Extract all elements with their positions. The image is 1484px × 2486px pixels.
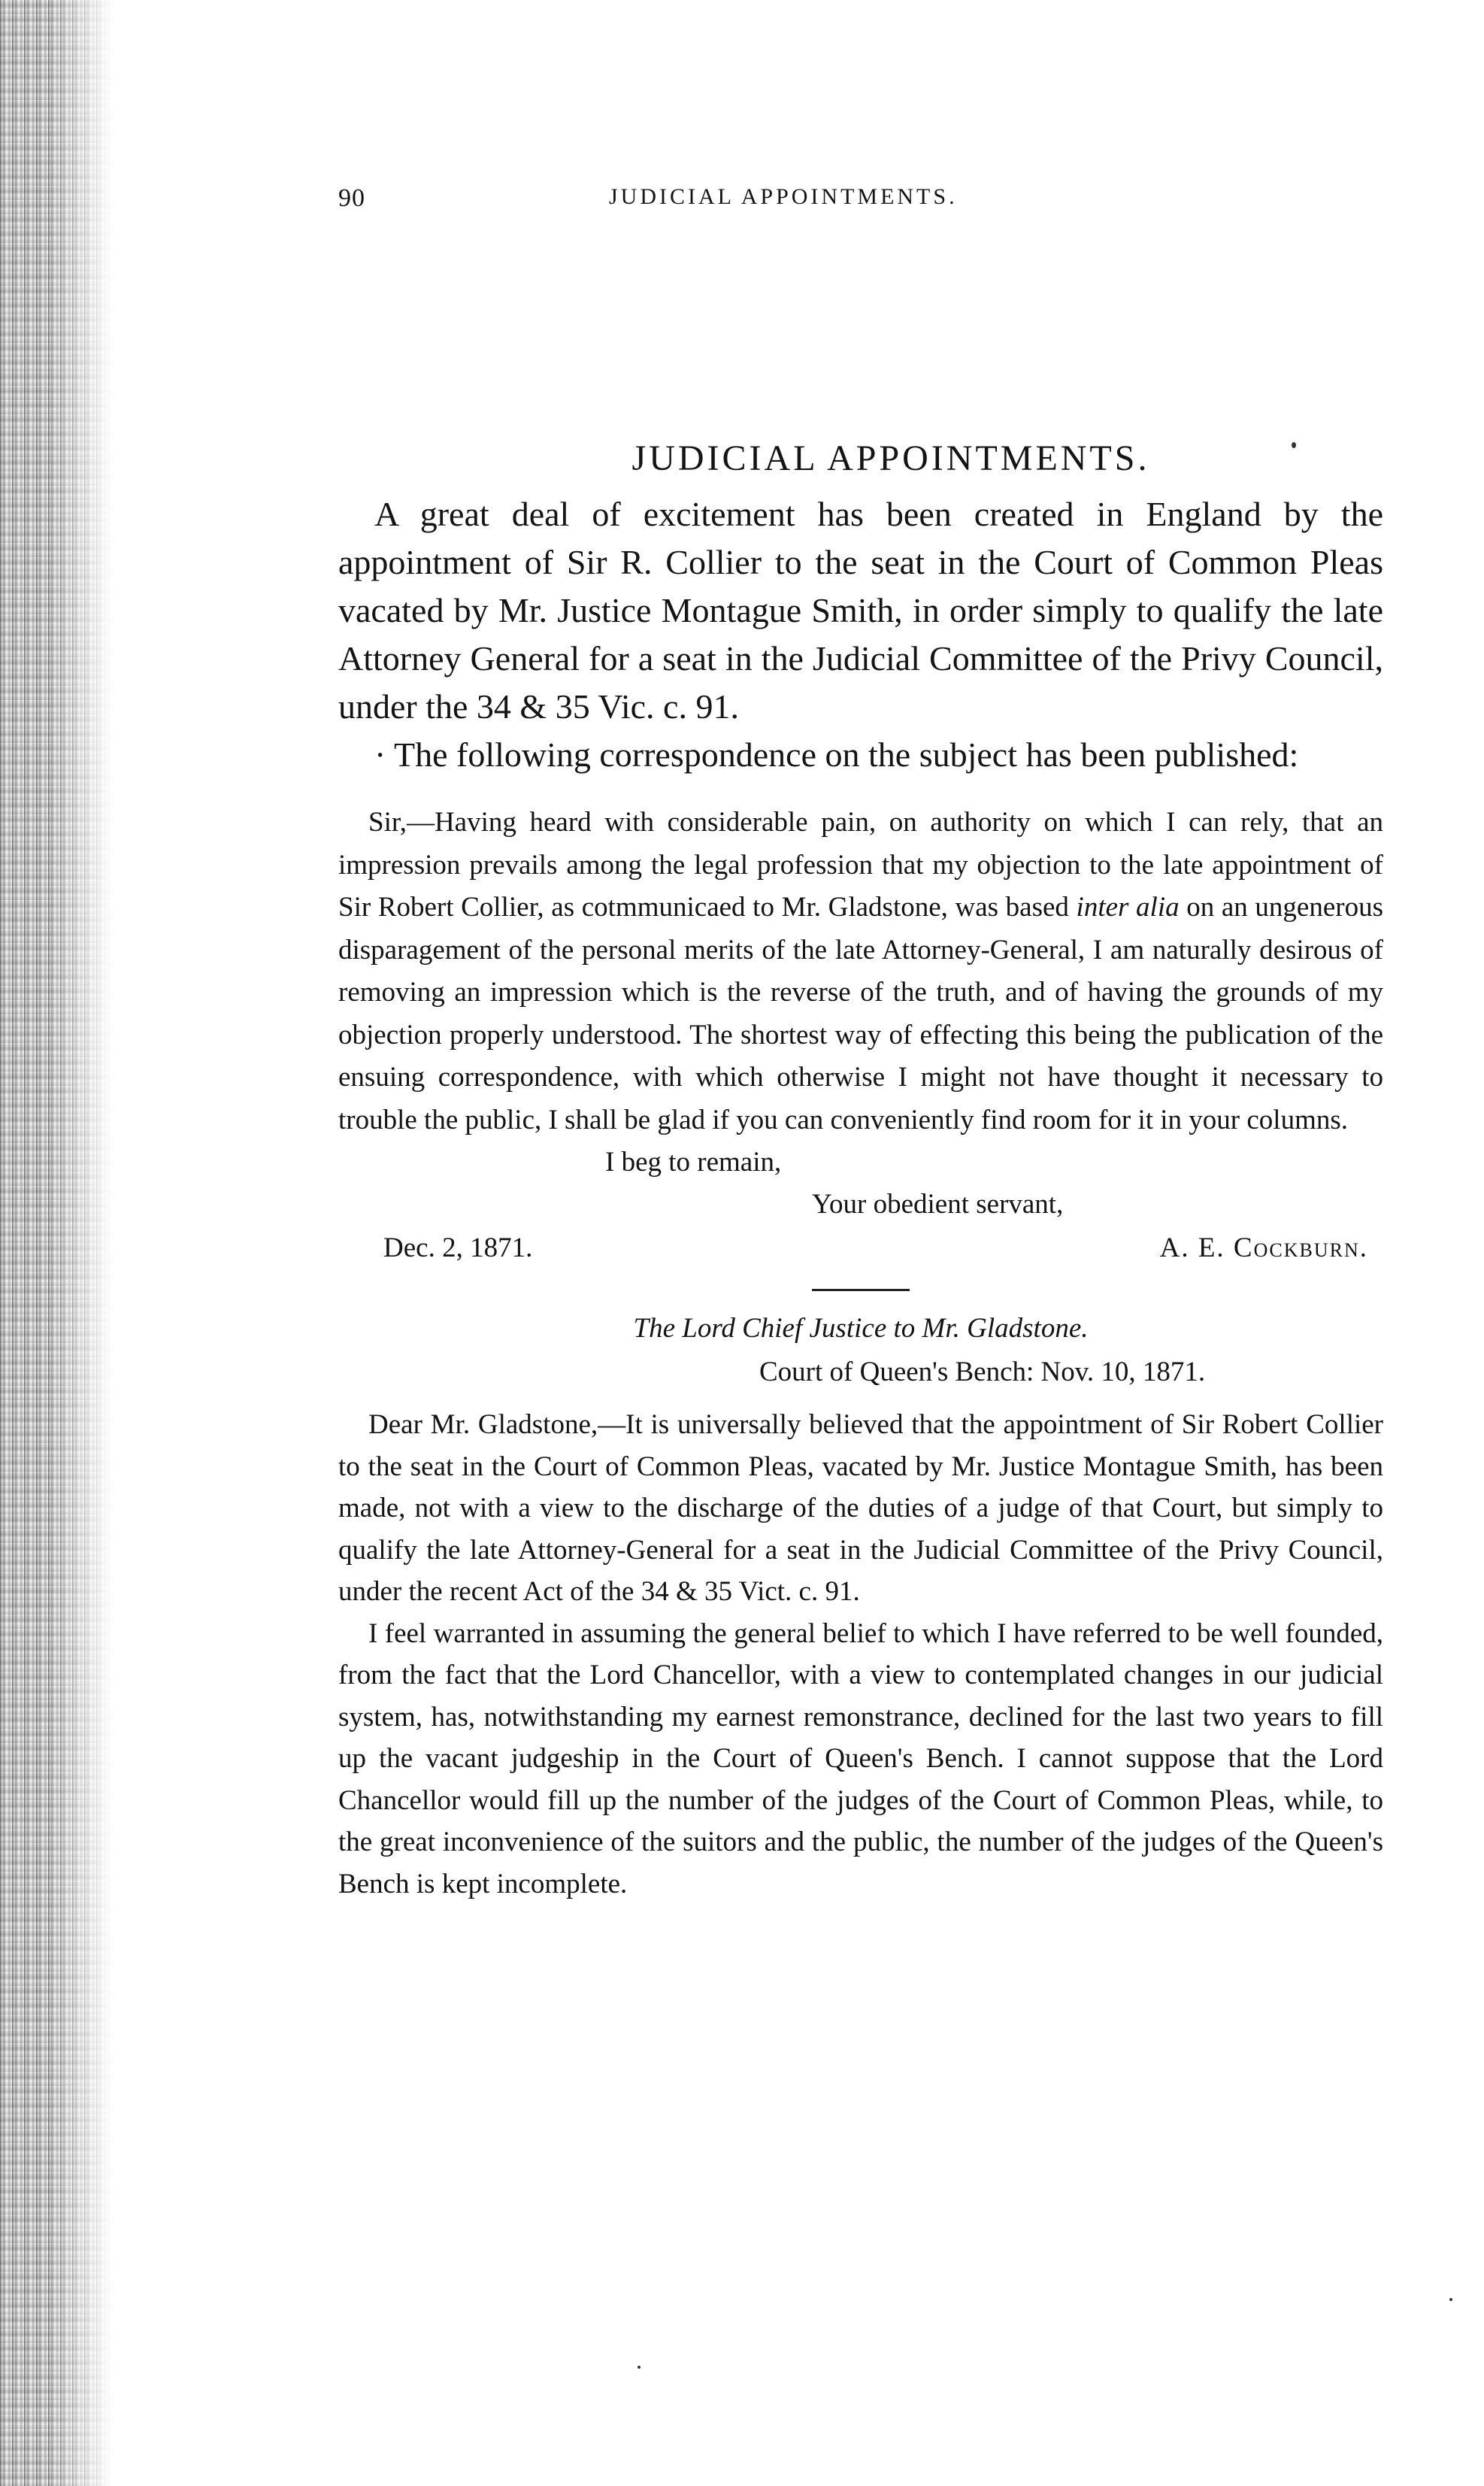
letter-paragraph: I feel warranted in assuming the general belief to which I have referred to be well founded, from the fact that the Lord Chancellor, with a view to contemplated changes in our judicial system, has, notwithstanding my earnest remonstrance, declined for the last two years to fill up the vacant judgeship in the Court of Queen's Bench. I cannot suppose that the Lord Chancellor would fill up the number of the judges of the Court of Common Pleas, while, to the great inconvenience of the suitors and the public, the number of the judges of the Queen's Bench is kept incomplete.	[338, 1617, 1383, 1899]
letter-body-text: Sir,—Having heard with considerable pain, on authority on which I can rely, that an impression prevails among the legal profession that my objection to the late appointment of Sir Robert Collier, as cotmmunicaed to Mr. Gladstone, was based	[338, 807, 1383, 923]
letter-date: Dec. 2, 1871.	[383, 1232, 533, 1263]
letter-to-editor	[338, 802, 1383, 1271]
letter-paragraph: Dear Mr. Gladstone,—It is universally believed that the appointment of Sir Robert Collier to the seat in the Court of Common Pleas, vacated by Mr. Justice Montague Smith, has been made, not with a view to the discharge of the duties of a judge of that Court, but simply to qualify the late Attorney-General for a seat in the Judicial Committee of the Privy Council, under the recent Act of the 34 & 35 Vict. c. 91.	[338, 1409, 1383, 1607]
letter-to-gladstone	[338, 1308, 1383, 1905]
letter-body-text: on an ungenerous disparagement of the personal merits of the late Attorney-General, I am naturally desirous of removing an impression which is the reverse of the truth, and of having the grounds of my objection properly understood. The shortest way of effecting this being the publication of the ensuing correspondence, with which otherwise I might not have thought it necessary to trouble the public, I shall be glad if you can conveniently find room for it in your columns.	[338, 892, 1383, 1135]
section-divider	[812, 1289, 910, 1291]
letter-body	[338, 802, 1383, 1141]
running-head: JUDICIAL APPOINTMENTS.	[609, 184, 958, 209]
page-number: 90	[338, 184, 365, 212]
lead-paragraph: · The following correspondence on the subject has been published:	[374, 735, 1299, 774]
latin-phrase: inter alia	[1076, 892, 1180, 923]
ink-speck	[638, 2366, 641, 2369]
closing-line: I beg to remain,	[605, 1147, 782, 1178]
lead-paragraph: A great deal of excitement has been created in England by the appointment of Sir R. Collier to the seat in the Court of Common Pleas vacated by Mr. Justice Montague Smith, in order simply to qualify the late Attorney General for a seat in the Judicial Committee of the Privy Council, under the 34 & 35 Vic. c. 91.	[338, 495, 1383, 726]
ink-speck	[1292, 442, 1296, 448]
article-lead	[338, 490, 1383, 779]
ink-speck	[1449, 2298, 1452, 2301]
letter-title: The Lord Chief Justice to Mr. Gladstone.	[633, 1313, 1089, 1344]
signature: A. E. Cockburn.	[1159, 1232, 1368, 1263]
article-title: JUDICIAL APPOINTMENTS.	[631, 438, 1150, 478]
book-binding-shadow	[0, 0, 113, 2486]
letter-closing	[338, 1141, 1383, 1226]
closing-line: Your obedient servant,	[812, 1189, 1064, 1220]
date-signature-row	[338, 1226, 1383, 1271]
page-header	[338, 184, 1090, 222]
page-content	[338, 435, 1383, 1905]
letter-dateline: Court of Queen's Bench: Nov. 10, 1871.	[759, 1357, 1206, 1387]
